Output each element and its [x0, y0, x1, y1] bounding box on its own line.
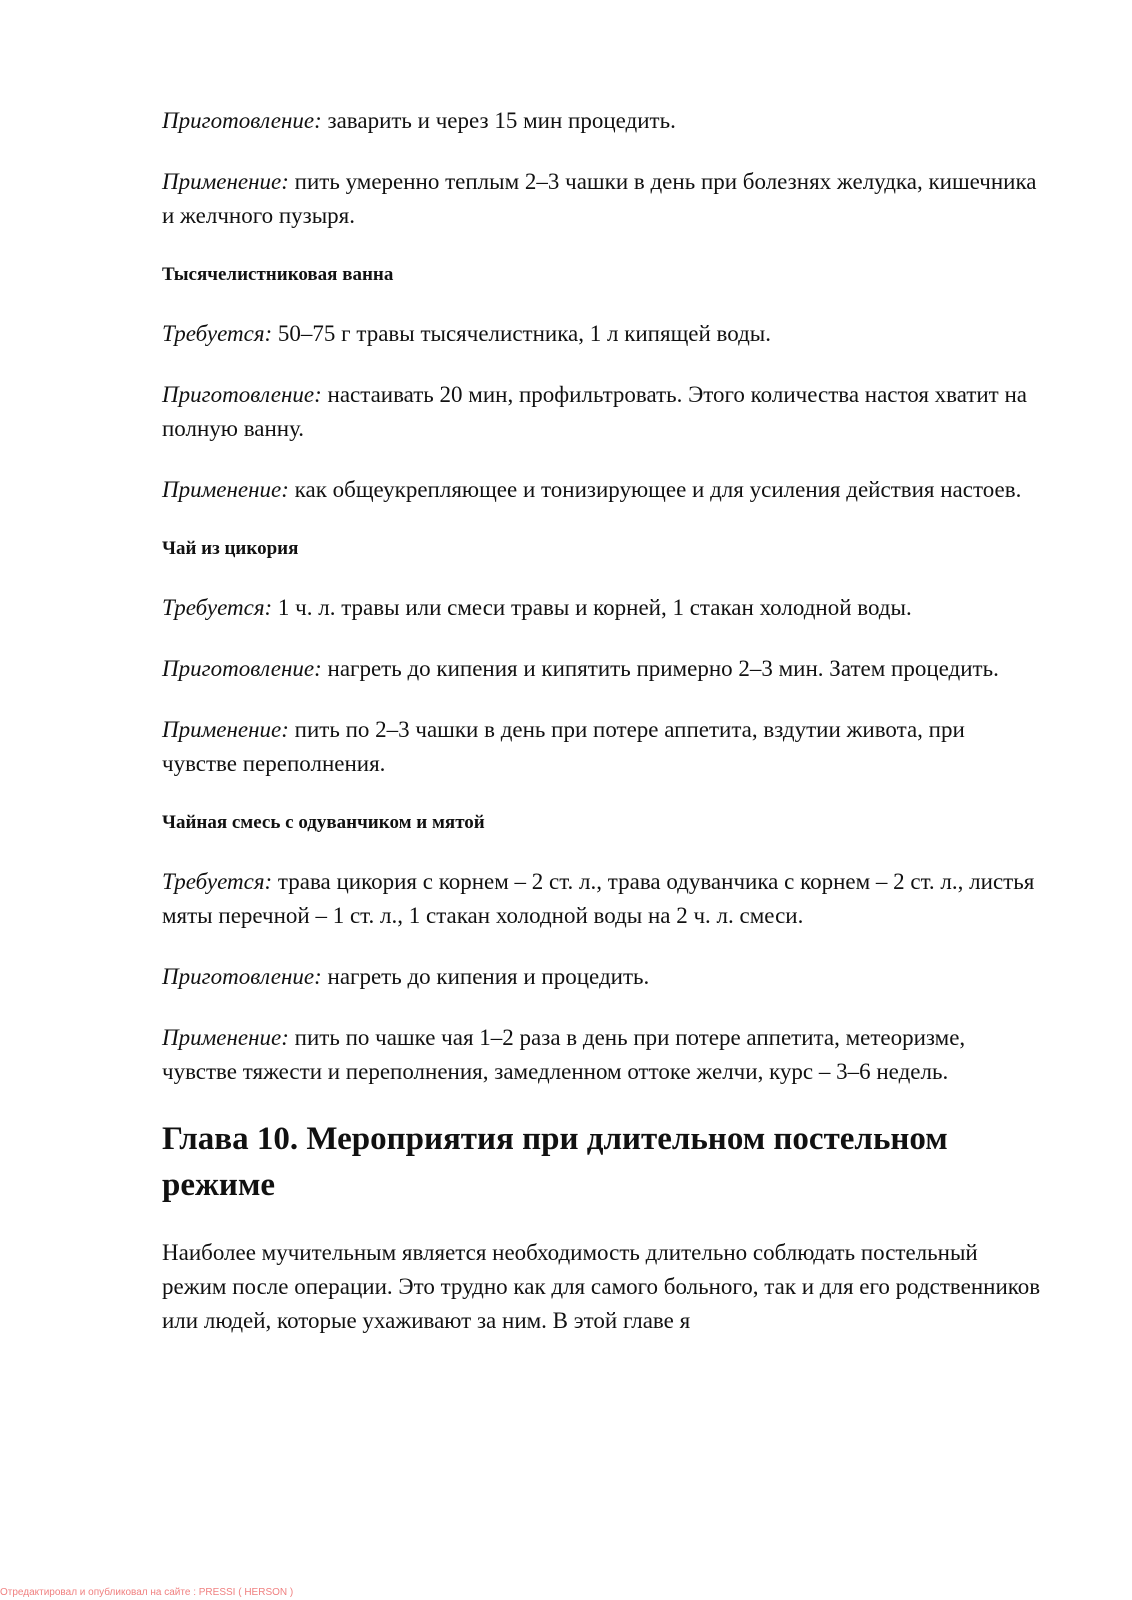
chapter-paragraph: Наиболее мучительным является необходимость длительно соблюдать постельный режим после операции. Это трудно как для самого больного, так и для его родственников или людей, которые ухаживают за ним. В этой главе я: [162, 1240, 1041, 1333]
paragraph-text: трава цикория с корнем – 2 ст. л., трава одуванчика с корнем – 2 ст. л., листья мяты перечной – 1 ст. л., 1 стакан холодной воды на 2 ч. л. смеси.: [162, 869, 1035, 928]
paragraph-label: Приготовление:: [162, 382, 322, 407]
paragraph-label: Применение:: [162, 717, 289, 742]
paragraph-label: Применение:: [162, 477, 289, 502]
paragraph-text: 50–75 г травы тысячелистника, 1 л кипящей воды.: [272, 321, 771, 346]
paragraph-text: заварить и через 15 мин процедить.: [321, 108, 676, 133]
recipe-paragraph: [162, 865, 1042, 933]
recipe-paragraph: [162, 317, 1042, 351]
paragraph-label: Применение:: [162, 1025, 289, 1050]
recipe-paragraph: [162, 652, 1042, 686]
paragraph-text: 1 ч. л. травы или смеси травы и корней, 1 стакан холодной воды.: [272, 595, 912, 620]
paragraph-label: Приготовление:: [162, 108, 322, 133]
page-content: [162, 104, 1042, 1365]
paragraph-label: Приготовление:: [162, 656, 322, 681]
recipe-paragraph: [162, 104, 1042, 138]
recipe-paragraph: [162, 473, 1042, 507]
recipe-paragraph: [162, 713, 1042, 781]
paragraph-text: настаивать 20 мин, профильтровать. Этого количества настоя хватит на полную ванну.: [162, 382, 1027, 441]
section-heading: Чай из цикория: [162, 538, 299, 559]
paragraph-label: Требуется:: [162, 321, 273, 346]
paragraph-label: Применение:: [162, 169, 289, 194]
recipe-paragraph: [162, 960, 1042, 994]
recipe-paragraph: [162, 378, 1042, 446]
paragraph-label: Требуется:: [162, 595, 273, 620]
paragraph-text: пить по 2–3 чашки в день при потере аппетита, вздутии живота, при чувстве переполнения.: [162, 717, 965, 776]
recipe-blocks: [162, 104, 1042, 1089]
recipe-paragraph: [162, 591, 1042, 625]
section-heading: Тысячелистниковая ванна: [162, 264, 394, 285]
recipe-paragraph: [162, 165, 1042, 233]
chapter-title: Глава 10. Мероприятия при длительном постельном режиме: [162, 1121, 948, 1203]
paragraph-label: Требуется:: [162, 869, 273, 894]
section-heading: Чайная смесь с одуванчиком и мятой: [162, 812, 485, 833]
paragraph-text: пить по чашке чая 1–2 раза в день при потере аппетита, метеоризме, чувстве тяжести и переполнения, замедленном оттоке желчи, курс – 3–6 недель.: [162, 1025, 966, 1084]
paragraph-text: нагреть до кипения и кипятить примерно 2–3 мин. Затем процедить.: [321, 656, 999, 681]
footer-watermark: Отредактировал и опубликовал на сайте : PRESSI ( HERSON ): [0, 1587, 294, 1598]
paragraph-text: нагреть до кипения и процедить.: [321, 964, 650, 989]
paragraph-text: пить умеренно теплым 2–3 чашки в день при болезнях желудка, кишечника и желчного пузыря.: [162, 169, 1037, 228]
paragraph-label: Приготовление:: [162, 964, 322, 989]
recipe-paragraph: [162, 1021, 1042, 1089]
paragraph-text: как общеукрепляющее и тонизирующее и для усиления действия настоев.: [288, 477, 1022, 502]
